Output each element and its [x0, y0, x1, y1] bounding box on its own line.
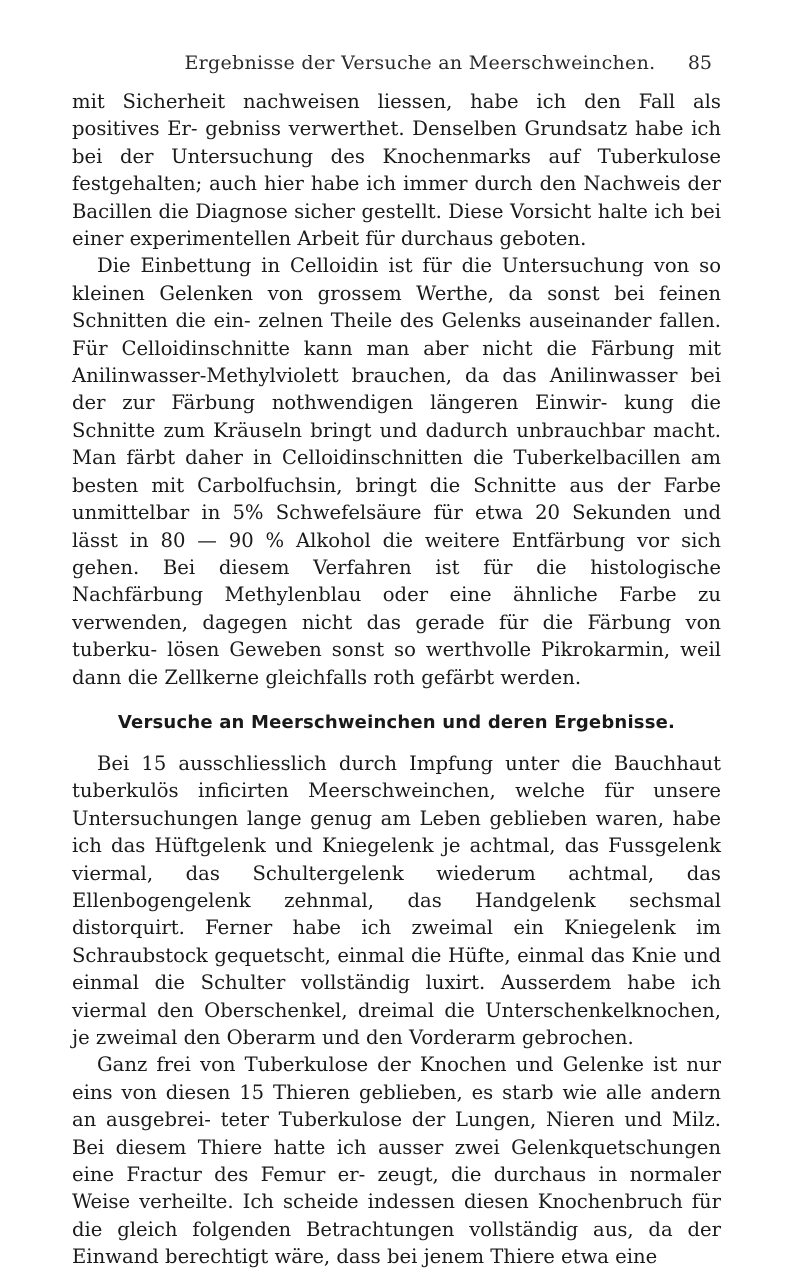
running-head	[0, 52, 800, 82]
page-number: 85	[687, 52, 712, 74]
paragraph-celloidin: Die Einbettung in Celloidin ist für die Untersuchung von so kleinen Gelenken von grossem Werthe, da sonst bei feinen Schnitten die ein- zelnen Theile des Gelenks auseinander fallen. Für Celloidinschnitte kann man aber nicht die Färbung mit Anilinwasser-Methylviolett brauchen, da das Anilinwasser bei der zur Färbung nothwendigen längeren Einwir- kung die Schnitte zum Kräuseln bringt und dadurch unbrauchbar macht. Man färbt daher in Celloidinschnitten die Tuberkelbacillen am besten mit Carbolfuchsin, bringt die Schnitte aus der Farbe unmittelbar in 5% Schwefelsäure für etwa 20 Sekunden und lässt in 80 — 90 % Alkohol die weitere Entfärbung vor sich gehen. Bei diesem Verfahren ist für die histologische Nachfärbung Methylenblau oder eine ähnliche Farbe zu verwenden, dagegen nicht das gerade für die Färbung von tuberku- lösen Geweben sonst so werthvolle Pikrokarmin, weil dann die Zellkerne gleichfalls roth gefärbt werden.	[72, 254, 721, 689]
paragraph-continuation: mit Sicherheit nachweisen liessen, habe ich den Fall als positives Er- gebniss verwerthet. Denselben Grundsatz habe ich bei der Untersuchung des Knochenmarks auf Tuberkulose festgehalten; auch hier habe ich immer durch den Nachweis der Bacillen die Diagnose sicher gestellt. Diese Vorsicht halte ich bei einer experimentellen Arbeit für durchaus geboten.	[72, 90, 721, 251]
paragraph-experiments: Bei 15 ausschliesslich durch Impfung unter die Bauchhaut tuberkulös inficirten Meerschweinchen, welche für unsere Untersuchungen lange genug am Leben geblieben waren, habe ich das Hüftgelenk und Kniegelenk je achtmal, das Fussgelenk viermal, das Schultergelenk wiederum achtmal, das Ellenbogengelenk zehnmal, das Handgelenk sechsmal distorquirt. Ferner habe ich zweimal ein Kniegelenk im Schraubstock gequetscht, einmal die Hüfte, einmal das Knie und einmal die Schulter vollständig luxirt. Ausserdem habe ich viermal den Oberschenkel, dreimal die Unterschenkelknochen, je zweimal den Oberarm und den Vorderarm gebrochen.	[72, 751, 721, 1049]
paragraph-results: Ganz frei von Tuberkulose der Knochen und Gelenke ist nur eins von diesen 15 Thieren geblieben, es starb wie alle andern an ausgebrei- teter Tuberkulose der Lungen, Nieren und Milz. Bei diesem Thiere hatte ich ausser zwei Gelenkquetschungen eine Fractur des Femur er- zeugt, die durchaus in normaler Weise verheilte. Ich scheide indessen diesen Knochenbruch für die gleich folgenden Betrachtungen vollständig aus, da der Einwand berechtigt wäre, dass bei jenem Thiere etwa eine	[72, 1053, 721, 1269]
section-heading: Versuche an Meerschweinchen und deren Ergebnisse.	[117, 711, 676, 733]
body-text	[72, 88, 721, 1271]
running-title: Ergebnisse der Versuche an Meerschweinchen.	[184, 52, 656, 74]
